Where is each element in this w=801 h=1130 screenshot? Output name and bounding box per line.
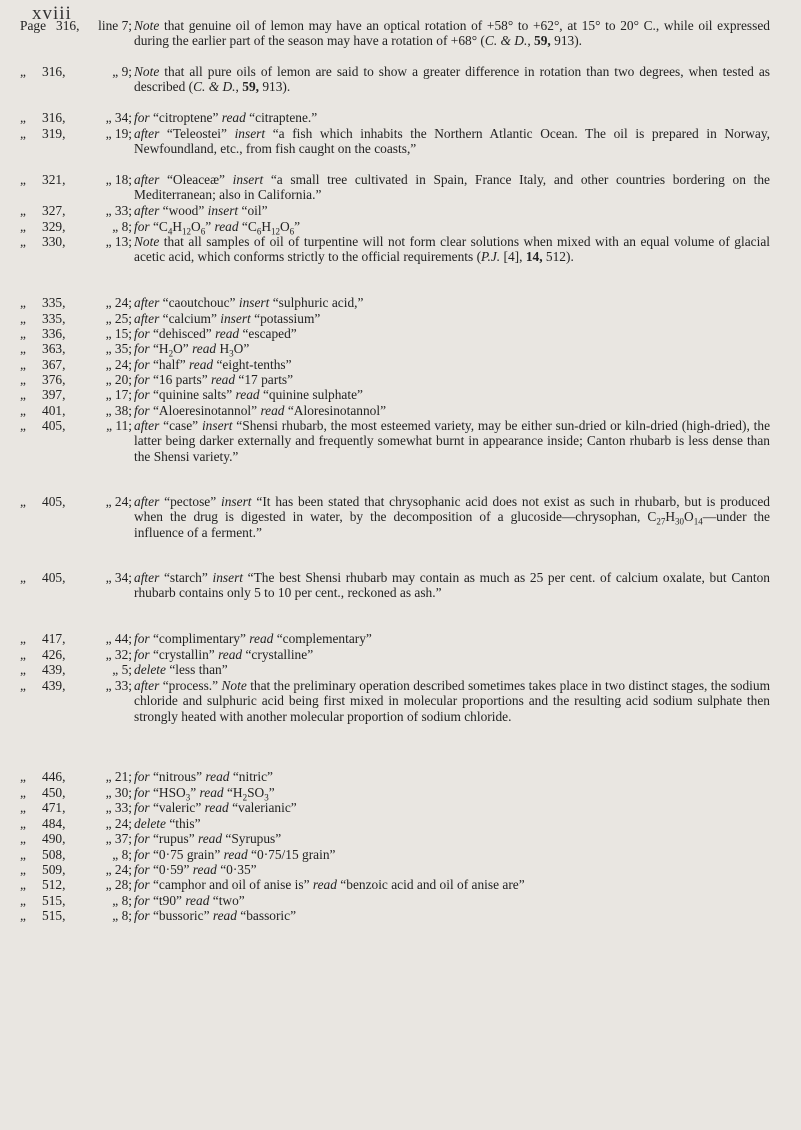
line-reference — [96, 295, 132, 310]
line-prefix: „ — [105, 631, 115, 646]
line-reference — [96, 64, 132, 79]
line-prefix: „ — [112, 847, 122, 862]
page-reference — [20, 203, 98, 218]
correction-text: Note that genuine oil of lemon may have an optical rotation of +58° to +62°, at 15° to 20° C., while oil expressed during the earlier part of the season may have a rotation of +68° (C. & D., 59, 913). — [134, 18, 770, 49]
line-ref-number: 8; — [121, 893, 132, 908]
line-reference — [96, 341, 132, 356]
line-ref-number: 20; — [114, 372, 132, 387]
page-reference — [20, 862, 98, 877]
correction-text: for “nitrous” read “nitric” — [134, 769, 273, 784]
line-ref-number: 24; — [114, 494, 132, 509]
page-ref-number: 417, — [42, 631, 66, 646]
page-reference — [20, 847, 98, 862]
page-prefix: „ — [20, 403, 26, 418]
page-ref-number: 327, — [42, 203, 66, 218]
page-ref-number: 471, — [42, 800, 66, 815]
line-ref-number: 15; — [114, 326, 132, 341]
correction-text: for “bussoric” read “bassoric” — [134, 908, 297, 923]
page-reference — [20, 219, 98, 234]
correction-text: after “Teleostei” insert “a fish which inhabits the Northern Atlantic Ocean. The oil is prepared in Norway, Newfoundland, etc., from fish caught on the coasts,” — [134, 126, 771, 157]
line-prefix: „ — [105, 494, 115, 509]
page-ref-number: 405, — [42, 570, 66, 585]
page-reference — [20, 418, 98, 433]
correction-text: delete “less than” — [134, 662, 228, 677]
line-ref-number: 37; — [114, 831, 132, 846]
line-ref-number: 17; — [114, 387, 132, 402]
line-ref-number: 9; — [121, 64, 132, 79]
line-prefix: „ — [105, 110, 115, 125]
line-reference — [96, 893, 132, 908]
page-ref-number: 316, — [42, 110, 66, 125]
page-reference — [20, 908, 98, 923]
line-prefix: „ — [105, 862, 115, 877]
page-ref-number: 376, — [42, 372, 66, 387]
line-prefix: „ — [105, 357, 115, 372]
page-prefix: „ — [20, 847, 26, 862]
page-prefix: „ — [20, 172, 26, 187]
line-prefix: „ — [105, 831, 115, 846]
line-reference — [96, 357, 132, 372]
page-reference — [20, 877, 98, 892]
page-ref-number: 439, — [42, 662, 66, 677]
page-prefix: „ — [20, 877, 26, 892]
line-ref-number: 34; — [114, 570, 132, 585]
line-prefix: „ — [105, 877, 115, 892]
correction-text: for “rupus” read “Syrupus” — [134, 831, 282, 846]
page-prefix: „ — [20, 418, 26, 433]
line-reference — [96, 785, 132, 800]
line-prefix: „ — [105, 372, 115, 387]
line-ref-number: 5; — [121, 662, 132, 677]
correction-text: for “valeric” read “valerianic” — [134, 800, 297, 815]
line-ref-number: 33; — [114, 203, 132, 218]
page-reference — [20, 341, 98, 356]
line-ref-number: 44; — [114, 631, 132, 646]
page-prefix: „ — [20, 816, 26, 831]
correction-text: for “half” read “eight-tenths” — [134, 357, 292, 372]
page-ref-number: 335, — [42, 311, 66, 326]
line-prefix: „ — [105, 203, 115, 218]
line-reference — [96, 403, 132, 418]
page-prefix: „ — [20, 800, 26, 815]
line-reference — [96, 769, 132, 784]
line-prefix: „ — [112, 893, 122, 908]
line-reference — [96, 387, 132, 402]
page-ref-number: 330, — [42, 234, 66, 249]
line-prefix: „ — [105, 785, 115, 800]
line-reference — [96, 326, 132, 341]
line-ref-number: 30; — [114, 785, 132, 800]
page-reference — [20, 126, 98, 141]
page-reference — [20, 372, 98, 387]
line-prefix: „ — [112, 662, 122, 677]
line-prefix: „ — [105, 647, 115, 662]
correction-text: after “pectose” insert “It has been stated that chrysophanic acid does not exist as such in rhubarb, but is produced when the drug is digested in water, by the decomposition of a glucoside—chrysophan, $C_{27}H_{30}O_{14}—under$ the influence of a ferment.” — [134, 494, 770, 540]
line-reference — [96, 908, 132, 923]
correction-text: for “citroptene” read “citraptene.” — [134, 110, 318, 125]
page-ref-number: 405, — [42, 418, 66, 433]
line-reference — [96, 234, 132, 249]
line-prefix: „ — [112, 219, 122, 234]
line-reference — [96, 372, 132, 387]
page-prefix: „ — [20, 234, 26, 249]
line-prefix: „ — [112, 908, 122, 923]
line-ref-number: 32; — [114, 647, 132, 662]
page-ref-number: 508, — [42, 847, 66, 862]
correction-text: for “0·59” read “0·35” — [134, 862, 257, 877]
page-ref-number: 336, — [42, 326, 66, 341]
line-ref-number: 33; — [114, 678, 132, 693]
correction-text: for “dehisced” read “escaped” — [134, 326, 297, 341]
page-ref-number: 316, — [42, 64, 66, 79]
correction-text: for “complimentary” read “complementary” — [134, 631, 372, 646]
page-reference — [20, 172, 98, 187]
page-prefix: „ — [20, 662, 26, 677]
line-reference — [96, 831, 132, 846]
page-reference — [20, 678, 98, 693]
line-ref-number: 35; — [114, 341, 132, 356]
line-prefix: „ — [105, 816, 115, 831]
line-prefix: „ — [105, 387, 115, 402]
line-reference — [96, 662, 132, 677]
page-ref-number: 319, — [42, 126, 66, 141]
line-prefix: „ — [105, 769, 115, 784]
page-prefix: Page — [20, 18, 47, 33]
line-reference — [96, 18, 132, 33]
page-ref-number: 367, — [42, 357, 66, 372]
line-prefix: „ — [105, 570, 115, 585]
page-ref-number: 401, — [42, 403, 66, 418]
page-ref-number: 450, — [42, 785, 66, 800]
line-ref-number: 33; — [114, 800, 132, 815]
page-reference — [20, 893, 98, 908]
page-prefix: „ — [20, 647, 26, 662]
line-prefix: „ — [105, 326, 115, 341]
correction-text: for “16 parts” read “17 parts” — [134, 372, 294, 387]
correction-text: after “calcium” insert “potassium” — [134, 311, 321, 326]
line-prefix: „ — [105, 295, 115, 310]
line-ref-number: 13; — [114, 234, 132, 249]
page-reference — [20, 800, 98, 815]
page-prefix: „ — [20, 631, 26, 646]
page-prefix: „ — [20, 64, 26, 79]
correction-text: for “0·75 grain” read “0·75/15 grain” — [134, 847, 336, 862]
correction-text: for “t90” read “two” — [134, 893, 245, 908]
line-ref-number: 38; — [114, 403, 132, 418]
page-prefix: „ — [20, 203, 26, 218]
page-ref-number: 509, — [42, 862, 66, 877]
page-number: xviii — [32, 3, 72, 24]
page-reference — [20, 357, 98, 372]
page-reference — [20, 662, 98, 677]
page-prefix: „ — [20, 908, 26, 923]
correction-text: after “process.” Note that the preliminary operation described sometimes takes place in two distinct stages, the sodium chloride and sulphuric acid being first mixed in molecular proportions and the resulting acid sodium sulphate then strongly heated with another molecular proportion of sodium chloride. — [134, 678, 770, 724]
line-prefix: „ — [106, 418, 116, 433]
correction-text: for “Aloeresinotannol” read “Aloresinotannol” — [134, 403, 387, 418]
line-ref-number: 8; — [121, 908, 132, 923]
line-ref-number: 18; — [114, 172, 132, 187]
page-prefix: „ — [20, 326, 26, 341]
page-prefix: „ — [20, 893, 26, 908]
page-ref-number: 446, — [42, 769, 66, 784]
page-reference — [20, 570, 98, 585]
page-prefix: „ — [20, 110, 26, 125]
line-prefix: „ — [105, 311, 115, 326]
page-reference — [20, 326, 98, 341]
line-ref-number: 24; — [114, 862, 132, 877]
correction-text: for “camphor and oil of anise is” read “benzoic acid and oil of anise are” — [134, 877, 525, 892]
page-reference — [20, 110, 98, 125]
line-reference — [96, 570, 132, 585]
line-reference — [96, 816, 132, 831]
page-prefix: „ — [20, 341, 26, 356]
page-ref-number: 484, — [42, 816, 66, 831]
line-prefix: „ — [105, 341, 115, 356]
correction-text: after “wood” insert “oil” — [134, 203, 268, 218]
line-prefix: „ — [105, 234, 115, 249]
page-reference — [20, 785, 98, 800]
page-ref-number: 316, — [56, 18, 80, 33]
line-reference — [96, 219, 132, 234]
line-ref-number: 24; — [114, 295, 132, 310]
line-prefix: line — [98, 18, 122, 33]
page-prefix: „ — [20, 494, 26, 509]
line-reference — [96, 800, 132, 815]
page-ref-number: 363, — [42, 341, 66, 356]
correction-text: for “$H_2O$” read $H_3O$” — [134, 341, 250, 359]
line-ref-number: 19; — [114, 126, 132, 141]
line-ref-number: 34; — [114, 110, 132, 125]
page-ref-number: 490, — [42, 831, 66, 846]
page-ref-number: 439, — [42, 678, 66, 693]
line-ref-number: 11; — [115, 418, 132, 433]
correction-text: after “starch” insert “The best Shensi rhubarb may contain as much as 25 per cent. of calcium oxalate, but Canton rhubarb contains only 5 to 10 per cent., reckoned as ash.” — [134, 570, 770, 601]
line-ref-number: 8; — [121, 219, 132, 234]
line-reference — [96, 110, 132, 125]
line-reference — [96, 494, 132, 509]
page-prefix: „ — [20, 570, 26, 585]
line-reference — [96, 311, 132, 326]
page-reference — [20, 295, 98, 310]
page-reference — [20, 18, 98, 33]
line-reference — [96, 203, 132, 218]
correction-text: for “$HSO_3$” read “$H_2SO_3$” — [134, 785, 275, 803]
page-reference — [20, 64, 98, 79]
page-reference — [20, 831, 98, 846]
line-ref-number: 25; — [114, 311, 132, 326]
line-prefix: „ — [112, 64, 122, 79]
page-prefix: „ — [20, 387, 26, 402]
correction-text: after “Oleaceæ” insert “a small tree cultivated in Spain, France Italy, and other countries bordering on the Mediterranean; also in California.” — [134, 172, 770, 203]
page-prefix: „ — [20, 126, 26, 141]
line-prefix: „ — [105, 172, 115, 187]
line-prefix: „ — [105, 403, 115, 418]
page-reference — [20, 647, 98, 662]
page-prefix: „ — [20, 311, 26, 326]
line-ref-number: 24; — [114, 357, 132, 372]
correction-text: for “quinine salts” read “quinine sulphate” — [134, 387, 363, 402]
correction-text: after “case” insert “Shensi rhubarb, the most esteemed variety, may be either sun-dried or kiln-dried (high-dried), the latter being darker externally and frequently somewhat burnt in appearance inside; Canton rhubarb is less dense than the Shensi variety.” — [134, 418, 771, 464]
page-prefix: „ — [20, 769, 26, 784]
line-ref-number: 24; — [114, 816, 132, 831]
line-prefix: „ — [105, 678, 115, 693]
page-ref-number: 515, — [42, 908, 66, 923]
correction-text: after “caoutchouc” insert “sulphuric acid,” — [134, 295, 364, 310]
page-reference — [20, 769, 98, 784]
page-reference — [20, 494, 98, 509]
correction-text: Note that all pure oils of lemon are said to show a greater difference in rotation than two degrees, when tested as described (C. & D., 59, 913). — [134, 64, 770, 95]
line-prefix: „ — [105, 126, 115, 141]
page-ref-number: 426, — [42, 647, 66, 662]
page-prefix: „ — [20, 357, 26, 372]
page-ref-number: 321, — [42, 172, 66, 187]
page-reference — [20, 311, 98, 326]
correction-text: for “$C_4H_{12}O_6$” read “$C_6H_{12}O_6$” — [134, 219, 301, 237]
page-prefix: „ — [20, 785, 26, 800]
line-reference — [96, 678, 132, 693]
page-prefix: „ — [20, 862, 26, 877]
page-ref-number: 512, — [42, 877, 66, 892]
line-reference — [96, 126, 132, 141]
line-ref-number: 28; — [114, 877, 132, 892]
line-ref-number: 7; — [121, 18, 132, 33]
page-reference — [20, 631, 98, 646]
line-reference — [96, 172, 132, 187]
correction-text: delete “this” — [134, 816, 201, 831]
page-reference — [20, 816, 98, 831]
page-reference — [20, 234, 98, 249]
page-ref-number: 335, — [42, 295, 66, 310]
line-reference — [96, 418, 132, 433]
line-ref-number: 21; — [114, 769, 132, 784]
page-ref-number: 515, — [42, 893, 66, 908]
line-reference — [96, 847, 132, 862]
line-ref-number: 8; — [121, 847, 132, 862]
correction-text: Note that all samples of oil of turpentine will not form clear solutions when mixed with an equal volume of glacial acetic acid, which conforms strictly to the official requirements (P.J. [4], 14, 512). — [134, 234, 770, 265]
page-prefix: „ — [20, 372, 26, 387]
page-prefix: „ — [20, 678, 26, 693]
line-reference — [96, 862, 132, 877]
page-ref-number: 405, — [42, 494, 66, 509]
page-prefix: „ — [20, 219, 26, 234]
page-prefix: „ — [20, 295, 26, 310]
line-reference — [96, 647, 132, 662]
correction-text: for “crystallin” read “crystalline” — [134, 647, 314, 662]
page-reference — [20, 387, 98, 402]
line-reference — [96, 631, 132, 646]
page-ref-number: 329, — [42, 219, 66, 234]
page-prefix: „ — [20, 831, 26, 846]
page-reference — [20, 403, 98, 418]
page-ref-number: 397, — [42, 387, 66, 402]
line-reference — [96, 877, 132, 892]
line-prefix: „ — [105, 800, 115, 815]
